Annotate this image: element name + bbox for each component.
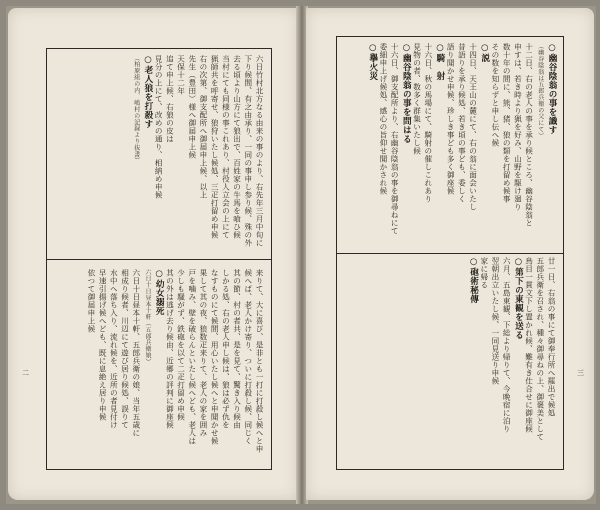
text-column: 十六日、御支配所より、右幽谷陰翁の事を御尋ねにて: [390, 43, 400, 235]
right-page: [306, 8, 594, 500]
text-column: 鳥目一貫文下し置かれ候、難有き仕合せに御座候: [524, 257, 534, 433]
text-column: 相成り候者、川辺にて遊び居り候処、誤りて: [120, 269, 130, 429]
text-column: なすものにて候間、用心いたし候へと申聞かせ候: [210, 269, 220, 445]
left-top-section: [53, 55, 265, 255]
text-column: 六月、五島東観、下総より帰りて、今晩宿に泊り: [502, 257, 512, 433]
page-margin-mark: 二: [22, 369, 29, 377]
text-column: 戸を噛み、壁を破らんといたし候へども、老人は: [187, 269, 197, 445]
text-column: 天保十二年: [176, 55, 186, 95]
section-heading: ○幽谷陰翁の事を識す: [547, 43, 557, 135]
text-column: 家に帰る: [479, 257, 489, 289]
text-column: その数を知らずと申し伝へ候: [490, 43, 500, 147]
left-bottom-section: [53, 269, 265, 469]
text-column: 六日竹村北方なる由来の事のより、右先年三月中旬に: [255, 55, 264, 247]
text-column: 水中へ落ち入り、流れ候を、近所の者見付け: [109, 269, 119, 429]
section-divider: [337, 253, 563, 254]
text-column: 候へば、老人かけ寄り、ついに打殺し候、同じく: [243, 269, 253, 445]
text-column: 其の外は逃げ去り候由、近郷の評判に御座候: [165, 269, 175, 429]
section-heading: ○幽谷陰翁の事を問はる: [401, 43, 412, 144]
text-column: 翌朝出立いたし候、一同見送り申候: [490, 257, 500, 385]
text-column: 追て申上候、右狼の皮は: [165, 55, 175, 143]
text-column: 右の次第、御支配所へ御届申上候、以上: [198, 55, 208, 199]
text-column: 其の節、村の者共、是を見て、驚き入り候由: [232, 269, 242, 429]
text-column: 六日十日昼本十軒、五郎兵衛の娘、当年五歳に: [131, 269, 141, 437]
left-page: [8, 8, 298, 500]
text-column: 早速引揚げ候へども、既に息絶え居り申候: [98, 269, 108, 421]
right-bottom-section: [343, 257, 557, 457]
section-note: （幽谷陰翁は五郎兵衛の父にて）: [536, 43, 544, 139]
section-note: 六日十日昼本十軒（五郎兵衛娘）: [143, 269, 151, 365]
section-heading: ○説: [479, 43, 490, 63]
text-column: 申すは、若き時より猟を好み、山野を駆け廻り: [513, 43, 523, 211]
text-column: 猟師共を呼寄せ、狼狩いたし候処、三疋打留め申候: [210, 55, 220, 239]
text-column: 当村にても同様の事これあり、村役人立会の上にて: [221, 55, 231, 239]
text-column: 十四日、天王山の麓にて、右の翁に面会いたし: [468, 43, 478, 211]
text-column: 語り聞かせ申候、珍しき事ども多く御座候: [446, 43, 456, 195]
text-column: 依つて御届申上候: [86, 269, 96, 333]
open-book: [6, 6, 596, 504]
section-heading: ○砲術秘傳: [468, 257, 479, 304]
text-column: 去る頃より山方にて狼出で、百姓家の牛馬を喰ひ候: [232, 55, 242, 239]
text-column: 委細申上げ候処、感心の旨仰せ聞かされ候: [378, 43, 388, 195]
section-heading: ○幼女溺死: [154, 269, 165, 316]
right-top-section: [343, 43, 557, 243]
text-column: 十二日、右の老人の事を承り候ところ、幽谷陰翁と: [524, 43, 534, 227]
section-heading: ○老人狼を打殺す: [142, 55, 153, 129]
text-column: しかる処、右の老人申し候は、狼は必ず仇を: [221, 269, 231, 429]
text-column: 少しも騒がず、鉄砲を以て二疋打留め申候: [176, 269, 186, 421]
text-column: 五郎兵衛を召され、種々御尋ねの上、御褒美として: [535, 257, 545, 441]
section-heading: ○擧火災: [367, 43, 378, 81]
text-column: 十六日、秋の馬場にて、騎射の催しこれあり: [423, 43, 433, 203]
section-note: （柏原組の内、嶋村の記録より抜書）: [132, 55, 140, 164]
section-heading: ○第下の東観を送る: [513, 257, 524, 340]
text-column: 見分の上にて、改めの通り、相納め申候: [154, 55, 164, 199]
text-column: 見物の者、数多く群集いたし候: [412, 43, 422, 155]
left-page-frame: [46, 48, 272, 470]
text-column: 数十年の間に、熊、猪、狼の類を打留め候事: [502, 43, 512, 203]
right-page-frame: [336, 36, 564, 470]
text-column: 廿一日、右翁の事にて御奉行所へ罷出で候処: [547, 257, 556, 417]
text-column: 果して其の夜、狼数疋来りて、老人の家を囲み: [198, 269, 208, 437]
text-column: 来りて、大に喜び、是非とも一打に打殺し候へと申: [255, 269, 264, 453]
text-column: 下り候間、有之由承り、一同の事申し参り候、殊の外: [243, 55, 253, 247]
section-divider: [47, 259, 271, 260]
page-margin-mark: 三: [577, 369, 584, 377]
text-column: 昔語りを承り候処、若き頃の事ども、委しく: [457, 43, 467, 203]
section-heading: ○騎 射: [434, 43, 445, 81]
text-column: 先生（豊田）様へ御届申上候: [187, 55, 197, 159]
